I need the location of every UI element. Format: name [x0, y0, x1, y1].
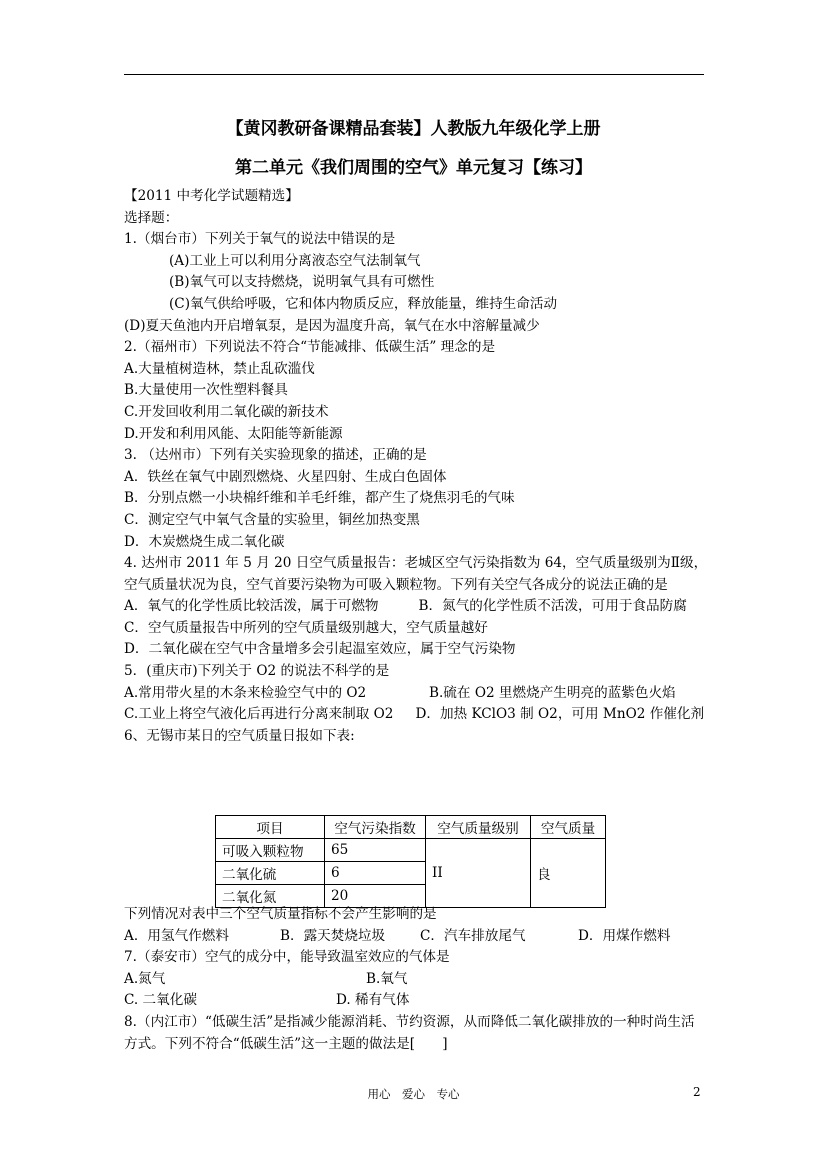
q2-option-d: D.开发和利用风能、太阳能等新能源	[124, 425, 343, 442]
q3-option-c: C．测定空气中氧气含量的实验里，铜丝加热变黑	[124, 511, 420, 528]
page-number: 2	[693, 1085, 701, 1099]
q4-option-b: B．氮气的化学性质不活泼，可用于食品防腐	[418, 598, 687, 615]
q1-stem: 1.（烟台市）下列关于氧气的说法中错误的是	[124, 231, 396, 248]
q2-stem: 2.（福州市）下列说法不符合“节能减排、低碳生活” 理念的是	[124, 339, 496, 356]
table-cell-item: 可吸入颗粒物	[216, 839, 325, 862]
document-subtitle: 第二单元《我们周围的空气》单元复习【练习】	[235, 158, 592, 178]
q6-question: 下列情况对表中三个空气质量指标不会产生影响的是	[124, 906, 437, 922]
table-cell-quality: 良	[531, 839, 606, 908]
q4-option-c: C．空气质量报告中所列的空气质量级别越大，空气质量越好	[124, 619, 488, 636]
table-cell-index: 20	[325, 885, 426, 908]
q1-option-c: (C)氧气供给呼吸，它和体内物质反应，释放能量，维持生命活动	[169, 295, 558, 312]
question-type: 选择题：	[124, 209, 179, 226]
q5-stem: 5．(重庆市)下列关于 O2 的说法不科学的是	[124, 663, 390, 680]
table-cell-item: 二氧化硫	[216, 862, 325, 885]
q1-option-b: (B)氧气可以支持燃烧，说明氧气具有可燃性	[169, 274, 435, 291]
q3-option-d: D．木炭燃烧生成二氧化碳	[124, 533, 285, 550]
q7-option-d: D. 稀有气体	[336, 992, 410, 1009]
q4-options-ab	[124, 596, 708, 618]
q7-options-ab	[124, 969, 708, 991]
table-cell-index: 65	[325, 839, 426, 862]
document-title: 【黄冈教研备课精品套装】人教版九年级化学上册	[226, 119, 601, 139]
q7-option-b: B.氧气	[366, 970, 408, 987]
table-header-row	[216, 816, 606, 839]
q8-stem: 8.（内江市）“低碳生活”是指减少能源消耗、节约资源，从而降低二氧化碳排放的一种时尚生活方式。下列不符合“低碳生活”这一主题的做法是[ ]	[124, 1013, 695, 1052]
question-list	[124, 186, 708, 747]
q2-option-a: A.大量植树造林，禁止乱砍滥伐	[124, 360, 315, 377]
q3-option-b: B．分别点燃一小块棉纤维和羊毛纤维，都产生了烧焦羽毛的气味	[124, 490, 515, 507]
table-row	[216, 839, 606, 862]
q6-option-b: B．露天焚烧垃圾	[280, 927, 386, 944]
q5-option-b: B.硫在 O2 里燃烧产生明亮的蓝紫色火焰	[429, 684, 676, 701]
q7-option-a: A.氮气	[124, 970, 166, 987]
table-header-cell: 空气质量	[531, 816, 606, 839]
q6-option-c: C．汽车排放尾气	[420, 927, 526, 944]
table-cell-level: II	[426, 839, 531, 908]
q4-stem: 4. 达州市 2011 年 5 月 20 日空气质量报告：老城区空气污染指数为 64，空气质量级别为Ⅱ级，空气质量状况为良，空气首要污染物为可吸入颗粒物。下列有关空气各成分的说法正确的是	[124, 555, 708, 593]
q6-stem: 6、无锡市某日的空气质量日报如下表:	[124, 727, 355, 744]
q5-option-a: A.常用带火星的木条来检验空气中的 O2	[124, 684, 367, 701]
q2-option-c: C.开发回收利用二氧化碳的新技术	[124, 403, 329, 420]
q7-stem: 7.（泰安市）空气的成分中，能导致温室效应的气体是	[124, 949, 450, 966]
q2-option-b: B.大量使用一次性塑料餐具	[124, 382, 288, 399]
table-cell-index: 6	[325, 862, 426, 885]
q7-option-c: C. 二氧化碳	[124, 992, 197, 1009]
air-quality-table	[215, 815, 606, 908]
table-header-cell: 项目	[216, 816, 325, 839]
q6-option-a: A．用氢气作燃料	[124, 927, 229, 944]
q3-stem: 3. （达州市）下列有关实验现象的描述，正确的是	[124, 447, 427, 464]
footer-motto: 用心 爱心 专心	[367, 1087, 460, 1101]
question-list-continued	[124, 904, 708, 1055]
q5-option-d: D．加热 KClO3 制 O2，可用 MnO2 作催化剂	[415, 706, 705, 723]
table-cell-item: 二氧化氮	[216, 885, 325, 908]
q3-option-a: A．铁丝在氧气中剧烈燃烧、火星四射、生成白色固体	[124, 468, 447, 485]
q4-option-a: A．氧气的化学性质比较活泼，属于可燃物	[124, 598, 379, 615]
q6-options	[124, 926, 708, 948]
q5-option-c: C.工业上将空气液化后再进行分离来制取 O2	[124, 706, 394, 723]
table-header-cell: 空气质量级别	[426, 816, 531, 839]
header-rule	[124, 74, 704, 75]
q5-options-cd	[124, 704, 708, 726]
q1-option-d: (D)夏天鱼池内开启增氧泵，是因为温度升高，氧气在水中溶解量减少	[124, 317, 540, 334]
table-header-cell: 空气污染指数	[325, 816, 426, 839]
q5-options-ab	[124, 683, 708, 705]
q1-option-a: (A)工业上可以利用分离液态空气法制氧气	[169, 252, 421, 269]
q6-option-d: D．用煤作燃料	[578, 927, 671, 944]
q4-option-d: D．二氧化碳在空气中含量增多会引起温室效应，属于空气污染物	[124, 641, 516, 658]
section-label: 【2011 中考化学试题精选】	[124, 188, 299, 204]
q7-options-cd	[124, 990, 708, 1012]
